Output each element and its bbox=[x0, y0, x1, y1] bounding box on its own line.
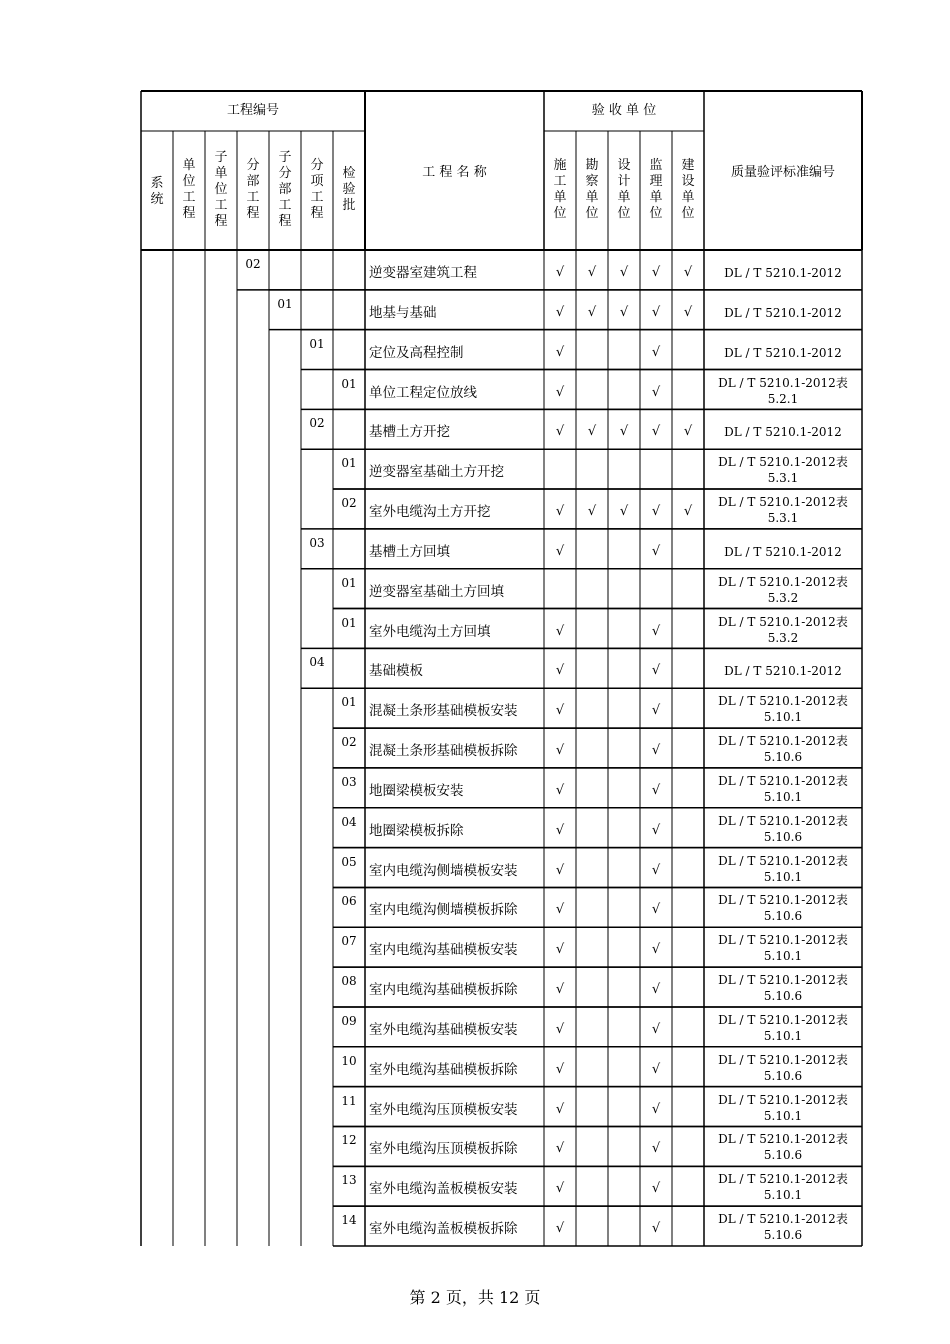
header-col-subdivision: 子 分 部 工 程 bbox=[278, 150, 292, 229]
row-standard-clause: 5.3.2 bbox=[767, 630, 799, 645]
row-name: 地基与基础 bbox=[369, 304, 437, 321]
check-mark: √ bbox=[555, 743, 565, 759]
header-project-code: 工程编号 bbox=[226, 103, 279, 118]
row-name: 逆变器室基础土方回填 bbox=[369, 583, 504, 600]
check-mark: √ bbox=[555, 344, 565, 360]
row-code: 01 bbox=[341, 575, 357, 590]
row-code: 01 bbox=[341, 615, 357, 630]
check-mark: √ bbox=[683, 265, 693, 280]
row-name: 室外电缆沟基础模板拆除 bbox=[369, 1061, 518, 1078]
row-standard-clause: 5.3.1 bbox=[767, 511, 799, 526]
check-mark: √ bbox=[651, 663, 661, 679]
row-code: 04 bbox=[309, 655, 325, 670]
check-mark: √ bbox=[555, 782, 565, 798]
header-col-survey: 勘 察 单 位 bbox=[585, 158, 599, 221]
row-name: 定位及高程控制 bbox=[369, 344, 464, 361]
check-mark: √ bbox=[651, 703, 661, 719]
header-col-item: 分 项 工 程 bbox=[310, 158, 324, 221]
check-mark: √ bbox=[555, 543, 565, 559]
check-mark: √ bbox=[555, 504, 565, 520]
row-code: 01 bbox=[341, 695, 357, 710]
row-code: 14 bbox=[341, 1213, 357, 1228]
row-standard: DL / T 5210.1-2012表 bbox=[718, 1012, 848, 1027]
row-standard: DL / T 5210.1-2012表 bbox=[718, 1092, 848, 1107]
row-code: 02 bbox=[341, 496, 357, 511]
row-name: 基槽土方开挖 bbox=[369, 424, 450, 441]
row-name: 混凝土条形基础模板安装 bbox=[369, 703, 518, 720]
row-code: 03 bbox=[341, 774, 357, 789]
check-mark: √ bbox=[651, 424, 661, 440]
header-col-subunit: 子 单 位 工 程 bbox=[214, 150, 228, 229]
row-name: 室内电缆沟侧墙模板拆除 bbox=[369, 902, 518, 919]
check-mark: √ bbox=[555, 902, 565, 918]
row-standard-clause: 5.10.1 bbox=[763, 1028, 803, 1043]
row-standard: DL / T 5210.1-2012表 bbox=[718, 375, 848, 390]
check-mark: √ bbox=[683, 304, 693, 320]
row-standard-clause: 5.10.1 bbox=[763, 789, 803, 804]
check-mark: √ bbox=[555, 1061, 565, 1077]
row-code: 06 bbox=[341, 894, 357, 909]
row-code: 02 bbox=[309, 416, 325, 431]
check-mark: √ bbox=[587, 265, 597, 280]
row-standard: DL / T 5210.1-2012表 bbox=[718, 893, 848, 908]
row-code: 03 bbox=[309, 535, 325, 550]
row-standard-clause: 5.10.6 bbox=[763, 829, 803, 844]
check-mark: √ bbox=[651, 304, 661, 320]
row-standard-clause: 5.10.1 bbox=[763, 710, 803, 725]
header-col-unit: 单 位 工 程 bbox=[182, 158, 196, 221]
row-standard: DL / T 5210.1-2012表 bbox=[718, 853, 848, 868]
check-mark: √ bbox=[619, 504, 629, 520]
row-name: 单位工程定位放线 bbox=[369, 384, 477, 401]
row-standard: DL / T 5210.1-2012表 bbox=[718, 574, 848, 589]
row-code: 08 bbox=[341, 974, 357, 989]
row-name: 室内电缆沟侧墙模板安装 bbox=[369, 862, 518, 879]
row-standard-clause: 5.10.6 bbox=[763, 1148, 803, 1163]
check-mark: √ bbox=[587, 304, 597, 320]
header-standard-code: 质量验评标准编号 bbox=[730, 165, 835, 180]
row-standard-clause: 5.10.6 bbox=[763, 1068, 803, 1083]
check-mark: √ bbox=[619, 424, 629, 440]
row-code: 10 bbox=[341, 1053, 357, 1068]
row-name: 地圈梁模板拆除 bbox=[369, 822, 464, 839]
row-standard-clause: 5.10.1 bbox=[763, 1188, 803, 1203]
check-mark: √ bbox=[619, 304, 629, 320]
row-code: 01 bbox=[309, 336, 325, 351]
check-mark: √ bbox=[555, 384, 565, 400]
check-mark: √ bbox=[555, 424, 565, 440]
check-mark: √ bbox=[651, 1061, 661, 1077]
row-name: 室外电缆沟盖板模板拆除 bbox=[369, 1221, 518, 1238]
check-mark: √ bbox=[651, 743, 661, 759]
check-mark: √ bbox=[651, 862, 661, 878]
header-col-owner: 建 设 单 位 bbox=[681, 158, 695, 221]
row-name: 基础模板 bbox=[369, 663, 423, 680]
row-standard: DL / T 5210.1-2012表 bbox=[718, 455, 848, 470]
check-mark: √ bbox=[651, 1141, 661, 1157]
row-standard: DL / T 5210.1-2012表 bbox=[718, 973, 848, 988]
row-code: 05 bbox=[341, 854, 357, 869]
row-name: 室外电缆沟压顶模板拆除 bbox=[369, 1141, 518, 1158]
row-standard-clause: 5.10.1 bbox=[763, 869, 803, 884]
check-mark: √ bbox=[555, 663, 565, 679]
check-mark: √ bbox=[651, 265, 661, 280]
header-col-design: 设 计 单 位 bbox=[617, 158, 631, 221]
row-standard: DL / T 5210.1-2012表 bbox=[718, 694, 848, 709]
row-standard-clause: 5.10.6 bbox=[763, 1228, 803, 1243]
check-mark: √ bbox=[587, 424, 597, 440]
row-code: 01 bbox=[277, 296, 293, 311]
header-col-batch: 检 验 批 bbox=[342, 166, 356, 213]
check-mark: √ bbox=[555, 1141, 565, 1157]
row-standard-clause: 5.10.6 bbox=[763, 989, 803, 1004]
row-standard: DL / T 5210.1-2012表 bbox=[718, 1172, 848, 1187]
row-name: 混凝土条形基础模板拆除 bbox=[369, 743, 518, 760]
row-name: 室外电缆沟土方回填 bbox=[369, 623, 491, 640]
header-col-supervision: 监 理 单 位 bbox=[649, 158, 663, 221]
row-name: 逆变器室建筑工程 bbox=[369, 265, 477, 281]
row-name: 室内电缆沟基础模板拆除 bbox=[369, 982, 518, 999]
row-standard: DL / T 5210.1-2012 bbox=[724, 266, 842, 280]
check-mark: √ bbox=[651, 344, 661, 360]
row-standard: DL / T 5210.1-2012表 bbox=[718, 614, 848, 629]
check-mark: √ bbox=[555, 304, 565, 320]
check-mark: √ bbox=[651, 902, 661, 918]
check-mark: √ bbox=[651, 822, 661, 838]
check-mark: √ bbox=[651, 623, 661, 639]
row-code: 01 bbox=[341, 376, 357, 391]
check-mark: √ bbox=[651, 1181, 661, 1197]
row-standard: DL / T 5210.1-2012表 bbox=[718, 933, 848, 948]
row-standard-clause: 5.10.1 bbox=[763, 1108, 803, 1123]
check-mark: √ bbox=[555, 862, 565, 878]
row-code: 01 bbox=[341, 456, 357, 471]
row-standard: DL / T 5210.1-2012表 bbox=[718, 773, 848, 788]
row-name: 室外电缆沟盖板模板安装 bbox=[369, 1181, 518, 1198]
row-standard: DL / T 5210.1-2012表 bbox=[718, 813, 848, 828]
check-mark: √ bbox=[651, 1101, 661, 1117]
row-name: 室外电缆沟基础模板安装 bbox=[369, 1021, 518, 1038]
row-standard: DL / T 5210.1-2012 bbox=[724, 345, 842, 360]
check-mark: √ bbox=[683, 504, 693, 520]
check-mark: √ bbox=[555, 265, 565, 280]
row-code: 13 bbox=[341, 1173, 357, 1188]
row-standard-clause: 5.10.1 bbox=[763, 949, 803, 964]
check-mark: √ bbox=[555, 703, 565, 719]
check-mark: √ bbox=[651, 384, 661, 400]
check-mark: √ bbox=[587, 504, 597, 520]
check-mark: √ bbox=[555, 1101, 565, 1117]
page-footer: 第 2 页，共 12 页 bbox=[409, 1288, 541, 1307]
check-mark: √ bbox=[555, 1181, 565, 1197]
row-code: 02 bbox=[341, 735, 357, 750]
row-code: 07 bbox=[341, 934, 357, 949]
row-name: 逆变器室基础土方开挖 bbox=[369, 464, 504, 481]
header-col-division: 分 部 工 程 bbox=[246, 158, 260, 221]
row-standard: DL / T 5210.1-2012 bbox=[724, 425, 842, 440]
row-standard-clause: 5.3.1 bbox=[767, 471, 799, 486]
row-name: 室外电缆沟压顶模板安装 bbox=[369, 1101, 518, 1118]
row-code: 12 bbox=[341, 1133, 357, 1148]
check-mark: √ bbox=[683, 424, 693, 440]
row-standard-clause: 5.3.2 bbox=[767, 590, 799, 605]
row-standard-clause: 5.10.6 bbox=[763, 909, 803, 924]
row-code: 09 bbox=[341, 1013, 357, 1028]
check-mark: √ bbox=[651, 982, 661, 998]
check-mark: √ bbox=[651, 543, 661, 559]
row-standard-clause: 5.2.1 bbox=[767, 391, 799, 406]
row-name: 室内电缆沟基础模板安装 bbox=[369, 942, 518, 959]
row-standard: DL / T 5210.1-2012 bbox=[724, 544, 842, 559]
check-mark: √ bbox=[651, 504, 661, 520]
check-mark: √ bbox=[555, 1021, 565, 1037]
header-col-system: 系 统 bbox=[150, 176, 164, 207]
row-code: 04 bbox=[341, 814, 357, 829]
row-code: 11 bbox=[341, 1093, 357, 1108]
check-mark: √ bbox=[619, 265, 629, 280]
row-standard-clause: 5.10.6 bbox=[763, 750, 803, 765]
row-standard: DL / T 5210.1-2012表 bbox=[718, 734, 848, 749]
row-name: 室外电缆沟土方开挖 bbox=[369, 504, 491, 521]
row-standard: DL / T 5210.1-2012表 bbox=[718, 1052, 848, 1067]
header-acceptance-units: 验 收 单 位 bbox=[591, 103, 657, 118]
check-mark: √ bbox=[651, 1221, 661, 1237]
check-mark: √ bbox=[651, 1021, 661, 1037]
row-code: 02 bbox=[245, 257, 261, 271]
check-mark: √ bbox=[555, 623, 565, 639]
row-name: 地圈梁模板安装 bbox=[369, 782, 464, 799]
row-standard: DL / T 5210.1-2012表 bbox=[718, 1132, 848, 1147]
row-name: 基槽土方回填 bbox=[369, 543, 450, 560]
row-standard: DL / T 5210.1-2012 bbox=[724, 305, 842, 320]
row-standard: DL / T 5210.1-2012表 bbox=[718, 495, 848, 510]
check-mark: √ bbox=[651, 942, 661, 958]
header-project-name: 工 程 名 称 bbox=[422, 165, 487, 180]
check-mark: √ bbox=[651, 782, 661, 798]
row-standard: DL / T 5210.1-2012表 bbox=[718, 1212, 848, 1227]
header-col-construction: 施 工 单 位 bbox=[553, 158, 567, 221]
row-standard: DL / T 5210.1-2012 bbox=[724, 664, 842, 679]
check-mark: √ bbox=[555, 1221, 565, 1237]
check-mark: √ bbox=[555, 982, 565, 998]
check-mark: √ bbox=[555, 822, 565, 838]
check-mark: √ bbox=[555, 942, 565, 958]
